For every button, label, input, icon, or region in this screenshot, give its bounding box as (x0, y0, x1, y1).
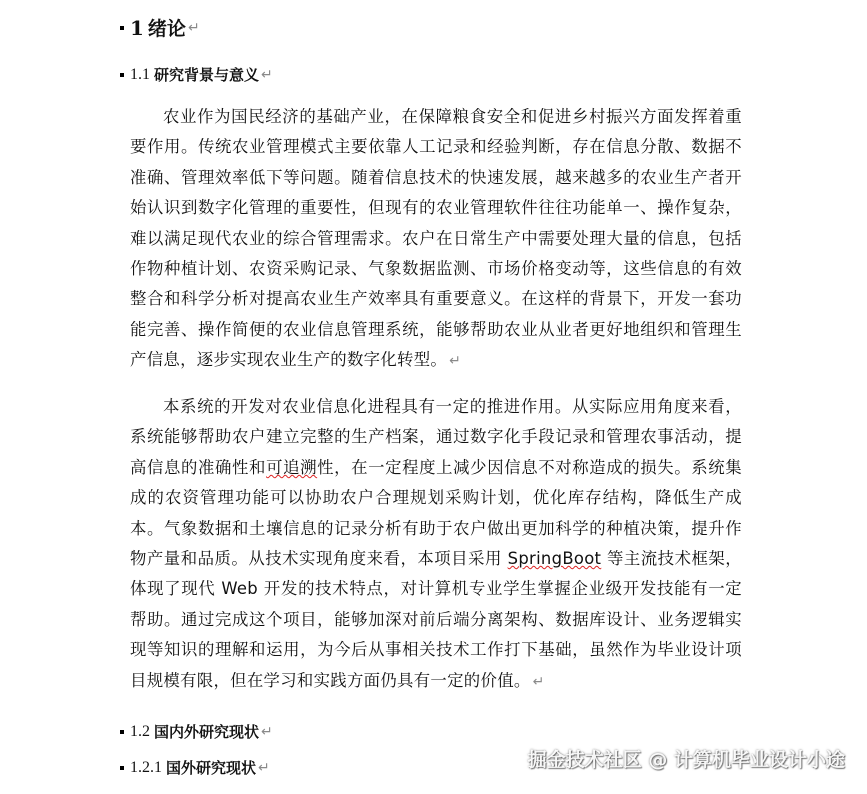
heading-number: 1.2 (130, 722, 150, 740)
paragraph-mark-icon: ↵ (532, 673, 545, 690)
heading-number: 1.2.1 (130, 758, 162, 776)
heading-1-1-background[interactable] (120, 64, 273, 85)
paragraph-mark-icon: ↵ (449, 353, 462, 370)
heading-bullet-icon (120, 766, 124, 770)
paragraph-mark-icon: ↵ (261, 66, 273, 83)
paragraph-background[interactable] (130, 102, 742, 377)
spellcheck-word: 可追溯 (266, 457, 318, 477)
heading-title: 绪论 (147, 18, 186, 40)
paragraph-mark-icon: ↵ (187, 19, 200, 36)
spellcheck-word: SpringBoot (507, 549, 602, 569)
paragraph-text-part: 等主流技术框架，体现了现代 Web 开发的技术特点，对计算机专业学生掌握企业级开发技能有一定帮助。通过完成这个项目，能够加深对前后端分离架构、数据库设计、业务逻辑实现等知识的理解和运用，为今后从事相关技术工作打下基础，虽然作为毕业设计项目规模有限，但在学习和实践方面仍具有一定的价值。 (130, 549, 742, 690)
paragraph-text-part: 性，在一定程度上减少因信息不对称造成的损失。系统集成的农资管理功能可以协助农户合理规划采购计划，优化库存结构，降低生产成本。气象数据和土壤信息的记录分析有助于农户做出更加科学的种植决策，提升作物产量和品质。从技术实现角度来看，本项目采用 (130, 457, 743, 569)
heading-number: 1.1 (130, 65, 150, 83)
heading-1-2-1-foreign-status[interactable] (120, 757, 270, 778)
heading-bullet-icon (120, 730, 124, 734)
heading-title: 研究背景与意义 (154, 66, 260, 84)
paragraph-mark-icon: ↵ (261, 723, 273, 740)
paragraph-text-part: 本系统的开发对农业信息化进程具有一定的推进作用。从实际应用角度来看，系统能够帮助农户建立完整的生产档案，通过数字化手段记录和管理农事活动，提高信息的准确性和 (130, 397, 742, 477)
heading-title: 国内外研究现状 (154, 723, 260, 741)
paragraph-significance[interactable] (130, 392, 742, 697)
paragraph-text: 农业作为国民经济的基础产业，在保障粮食安全和促进乡村振兴方面发挥着重要作用。传统农业管理模式主要依靠人工记录和经验判断，存在信息分散、数据不准确、管理效率低下等问题。随着信息技术的快速发展，越来越多的农业生产者开始认识到数字化管理的重要性，但现有的农业管理软件往往功能单一、操作复杂，难以满足现代农业的综合管理需求。农户在日常生产中需要处理大量的信息，包括作物种植计划、农资采购记录、气象数据监测、市场价格变动等，这些信息的有效整合和科学分析对提高农业生产效率具有重要意义。在这样的背景下，开发一套功能完善、操作简便的农业信息管理系统，能够帮助农业从业者更好地组织和管理生产信息，逐步实现农业生产的数字化转型。 (130, 107, 742, 370)
watermark: 掘金技术社区 @ 计算机毕业设计小途 (527, 749, 845, 771)
heading-bullet-icon (120, 73, 124, 77)
paragraph-mark-icon: ↵ (258, 759, 270, 776)
heading-1-introduction[interactable] (120, 14, 200, 41)
heading-bullet-icon (120, 26, 124, 30)
heading-title: 国外研究现状 (166, 759, 257, 777)
heading-number: 1 (130, 15, 144, 40)
heading-1-2-research-status[interactable] (120, 721, 273, 742)
